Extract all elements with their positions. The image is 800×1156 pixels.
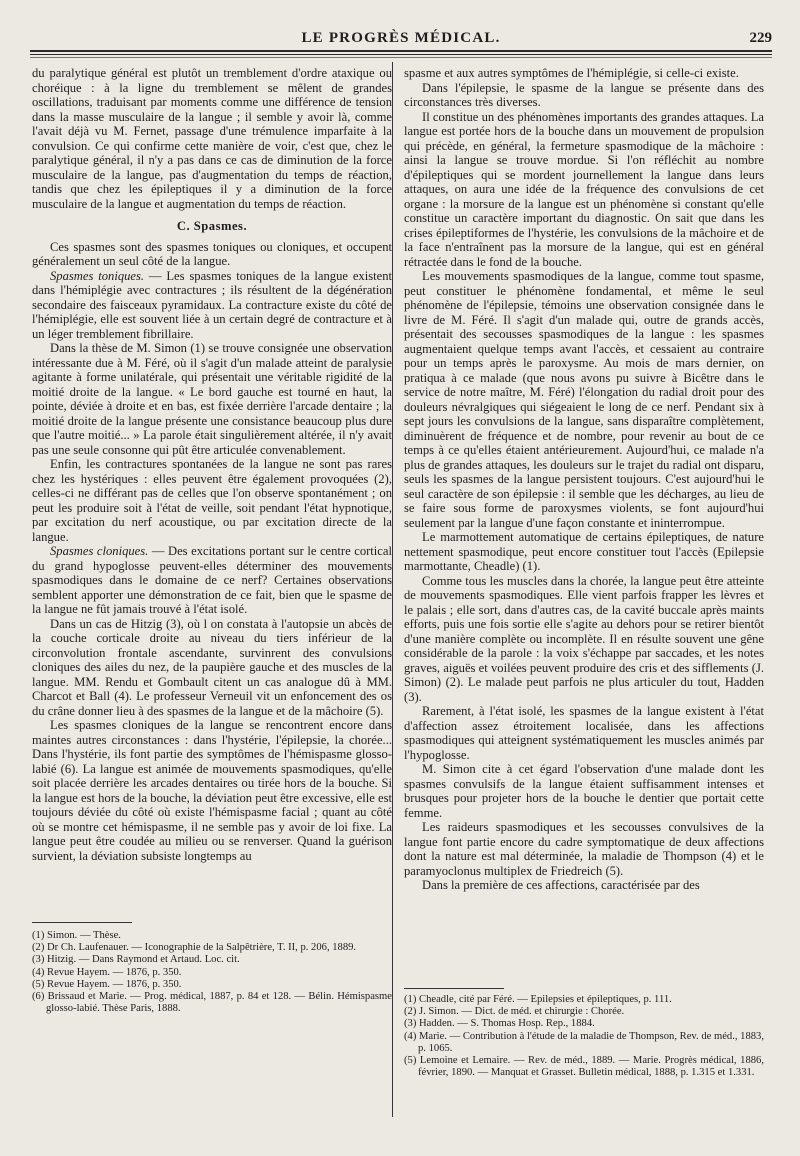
footnote: (3) Hitzig. — Dans Raymond et Artaud. Loc. cit. xyxy=(32,954,240,966)
subheading-label: Spasmes cloniques. xyxy=(50,544,149,558)
footnote: (6) Brissaud et Marie. — Prog. médical, 1887, p. 84 et 128. — Bélin. Hémispasme glosso-labié. Thèse Paris, 1888. xyxy=(32,991,392,1015)
paragraph: Dans l'épilepsie, le spasme de la langue se présente dans des circonstances très diverses. xyxy=(404,80,764,109)
page-number: 229 xyxy=(749,30,772,46)
paragraph: Le marmottement automatique de certains épileptiques, de nature nettement spasmodique, peut encore constituer tout l'accès (Epilepsie marmottante, Cheadle) (1). xyxy=(404,530,764,573)
paragraph: Comme tous les muscles dans la chorée, la langue peut être atteinte de mouvements spasmodiques. Elle vient parfois frapper les lèvres et le palais ; elle sort, dans d'autres cas, de la cavité buccale après maints efforts, puis une fois sortie elle s'agite au dehors pour se retirer bientôt d'une manière complète ou incomplète. Il en résulte souvent une gêne considérable de la parole : la voix s'échappe par saccades, et les notes graves, aiguës et voilées peuvent produire des cris et des sifflements (J. Simon) (2). Le malade peut parfois ne plus articuler du tout, Hadden (3). xyxy=(404,573,764,704)
paragraph: Dans la première de ces affections, caractérisée par des xyxy=(422,878,700,892)
paragraph: Rarement, à l'état isolé, les spasmes de la langue existent à l'état d'affection assez étroitement localisée, dans les affections spasmodiques qui atteignent systématiquement les muscles animés par l'hypoglosse. xyxy=(404,704,764,762)
header-rule-hairline xyxy=(30,57,772,58)
right-column xyxy=(404,66,764,893)
journal-title: LE PROGRÈS MÉDICAL. xyxy=(301,30,501,46)
footnote: (5) Lemoine et Lemaire. — Rev. de méd., 1889. — Marie. Progrès médical, 1886, février, 1890. — Manquat et Grasset. Bulletin médical, 1888, p. 1.315 et 1.331. xyxy=(404,1055,764,1079)
footnote-rule xyxy=(32,922,132,923)
footnote: (3) Hadden. — S. Thomas Hosp. Rep., 1884. xyxy=(404,1018,595,1030)
paragraph-tonic-spasms xyxy=(32,269,392,342)
paragraph-text: — Des excitations portant sur le centre cortical du grand hypoglosse peuvent-elles déterminer des mouvements spasmodiques dans le domaine de ce nerf? Certaines observations semblent apporter une démonstration de ce fait, bien que le spasme de la langue ne fût jamais trouvé à l'état isolé. xyxy=(32,544,392,616)
paragraph-text: — Les spasmes toniques de la langue existent dans l'hémiplégie avec contractures ; ils résultent de la dégénération secondaire des faisceaux pyramidaux. La contracture existe du côté de l'hémiplégie, elle est souvent liée à un certain degré de contracture et à un léger tremblement fibrillaire. xyxy=(32,268,392,341)
paragraph: Les spasmes cloniques de la langue se rencontrent encore dans maintes autres circonstances : dans l'hystérie, l'épilepsie, la chorée... Dans l'hystérie, ils font partie des symptômes de l'hémispasme glosso-labié (6). La langue est animée de mouvements spasmodiques, qu'elle soit placée derrière les arcades dentaires ou tirée hors de la bouche. Si la langue est hors de la bouche, la déviation peut être excessive, elle est toujours déviée du côté où existe l'hémispasme facial ; quant au côté où se montre cet hémispasme, il ne semble pas y avoir de loi fixe. La langue peut être coudée au milieu ou se renverser. Quand la guérison survient, la déviation subsiste longtemps au xyxy=(32,718,392,863)
header-rule-thick xyxy=(30,50,772,52)
footnotes-left xyxy=(32,930,392,1015)
footnote: (1) Cheadle, cité par Féré. — Epilepsies et épileptiques, p. 111. xyxy=(404,994,672,1005)
footnote: (2) Dr Ch. Laufenauer. — Iconographie de la Salpêtrière, T. II, p. 206, 1889. xyxy=(32,942,357,954)
header-rule-thin xyxy=(30,54,772,55)
footnote-rule xyxy=(404,988,504,989)
paragraph: du paralytique général est plutôt un tremblement d'ordre ataxique ou choréique : à la ligne du tremblement se mêlent de grandes oscillations, traduisant par moments comme une différence de tension dans la masse musculaire de la langue ; il semble y avoir là, comme l'avait déjà vu M. Fernet, passage d'une trémulence imparfaite à la convulsion. Ce qui confirme cette manière de voir, c'est que, chez le paralytique général, il n'y a pas dans ce cas de diminution de la force musculaire de la langue, pas d'augmentation du temps de réaction, tandis que chez les épileptiques il y a diminution de la force musculaire de la langue et augmentation du temps de réaction. xyxy=(32,66,392,211)
subheading-label: Spasmes toniques. xyxy=(50,268,145,283)
footnote: (4) Marie. — Contribution à l'étude de la maladie de Thompson, Rev. de méd., 1883, p. 1065. xyxy=(404,1030,764,1054)
paragraph: Dans la thèse de M. Simon (1) se trouve consignée une observation intéressante due à M. Féré, où il s'agit d'un malade atteint de paralysie agitante à forme unilatérale, qui présentait une véritable rigidité de la moitié droite de la langue. « Le bord gauche est tourné en haut, la pointe, déviée à droite et en bas, est fixée derrière l'arcade dentaire ; la moitié droite de la langue présente une consistance beaucoup plus dure que l'autre moitié... » La parole était singulièrement altérée, il n'y avait pas une seule consonne qui pût être articulée convenablement. xyxy=(32,341,392,457)
footnote: (2) J. Simon. — Dict. de méd. et chirurgie : Chorée. xyxy=(404,1006,625,1018)
paragraph: Dans un cas de Hitzig (3), où l on constata à l'autopsie un abcès de la couche corticale droite au niveau du tiers inférieur de la circonvolution frontale ascendante, survinrent des convulsions cloniques des ailes du nez, de la paupière gauche et des muscles de la langue. MM. Rendu et Gombault citent un cas analogue dû à MM. Charcot et Ball (4). Le professeur Verneuil vit un enfoncement des os du crâne donner lieu à des spasmes de la langue et de la mâchoire (5). xyxy=(32,616,392,718)
footnotes-right xyxy=(404,994,764,1079)
paragraph-clonic-spasms xyxy=(32,544,392,617)
footnote: (1) Simon. — Thèse. xyxy=(32,930,121,941)
paragraph: M. Simon cite à cet égard l'observation d'une malade dont les spasmes convulsifs de la langue étaient suffisamment intenses et brusques pour projeter hors de la bouche le dentier que portait cette femme. xyxy=(404,762,764,820)
paragraph: Il constitue un des phénomènes importants des grandes attaques. La langue est portée hors de la bouche dans un mouvement de propulsion qui précède, en général, la fermeture spasmodique de la mâchoire : ainsi la langue se trouve mordue. Si l'on réfléchit au nombre d'épileptiques qui se mordent journellement la langue dans leurs attaques, on aura une idée de la fréquence des convulsions de cet organe : la morsure de la langue est un phénomène si constant qu'elle constitue un caractère important du diagnostic. On sait que dans les crises épileptiformes de l'hystérie, les convulsions de la mâchoire et de la face n'entraînent pas la morsure de la langue, qui est en général rétractée dans le fond de la bouche. xyxy=(404,109,764,269)
left-column xyxy=(32,66,392,863)
paragraph: Les mouvements spasmodiques de la langue, comme tout spasme, peut constituer le phénomène fondamental, et même le seul phénomène de l'épilepsie, témoins une observation consignée dans le livre de M. Féré. Il s'agit d'un malade qui, outre de grands accès, présentait des secousses spasmodiques de la langue : les spasmes augmentaient quelque temps avant l'accès, et cessaient au contraire pour un temps après le paroxysme. Au mois de mars dernier, on pratiqua à ce malade (que nous avons pu suivre à Bicêtre dans le service de notre maître, M. Féré) l'élongation du radial droit pour des douleurs névralgiques qui siégeaient le long de ce nerf. Pendant six à sept jours les convulsions de la langue, sans disparaître complètement, diminuèrent de fréquence et de nombre, pour revenir au bout de ce temps à ce qu'elles étaient antérieurement. Aujourd'hui, ce malade n'a plus de grandes attaques, les douleurs sur le trajet du radial ont disparu, seuls les spasmes de la langue persistent toujours. C'est aujourd'hui le seul caractère de son épilepsie : il semble que les décharges, au lieu de se faire sous forme de paroxysmes violents, se font aujourd'hui seulement par la langue d'une façon constante et ininterrompue. xyxy=(404,269,764,530)
column-divider xyxy=(392,62,393,1117)
paragraph: Enfin, les contractures spontanées de la langue ne sont pas rares chez les hystériques : elles peuvent être également provoquées (2), celles-ci ne différant pas de celles que l'on observe spontanément ; on peut les produire soit à l'état de veille, soit pendant l'état hypnotique, par excitation du nerf acoustique, ou par excitation directe de la langue. xyxy=(32,457,392,544)
paragraph: Les raideurs spasmodiques et les secousses convulsives de la langue font partie encore du cadre symptomatique de deux affections dont la nature est mal déterminée, la maladie de Thompson (4) et le paramyoclonus multiplex de Friedreich (5). xyxy=(404,820,764,878)
running-header xyxy=(30,28,772,50)
footnote: (4) Revue Hayem. — 1876, p. 350. xyxy=(32,966,182,978)
section-heading: C. Spasmes. xyxy=(176,219,248,233)
paragraph: spasme et aux autres symptômes de l'hémiplégie, si celle-ci existe. xyxy=(404,66,739,80)
footnote: (5) Revue Hayem. — 1876, p. 350. xyxy=(32,978,182,990)
paragraph: Ces spasmes sont des spasmes toniques ou cloniques, et occupent généralement un seul côté de la langue. xyxy=(32,239,392,268)
